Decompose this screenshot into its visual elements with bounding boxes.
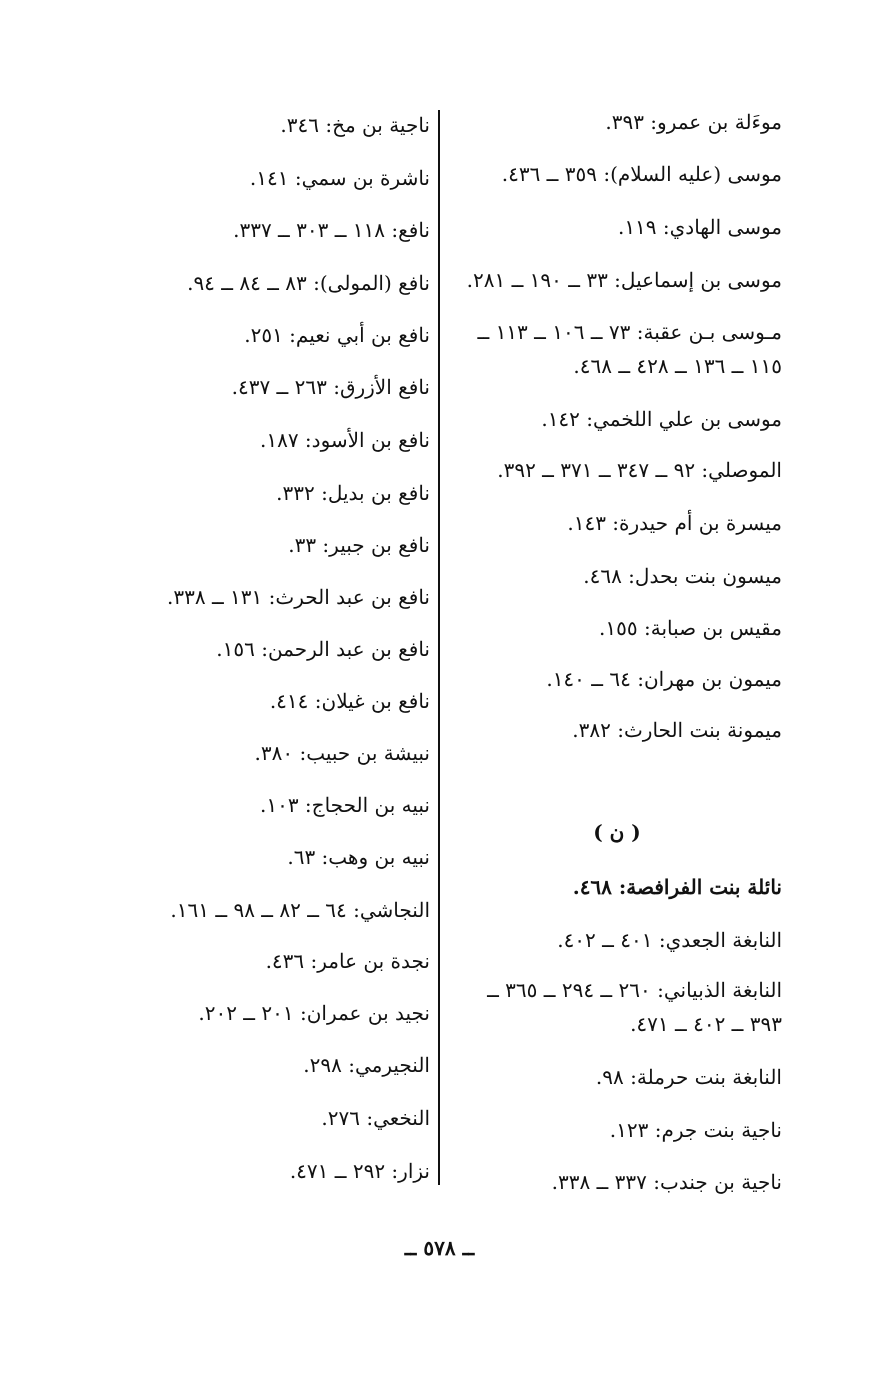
column-divider	[438, 110, 440, 1185]
index-entry: النجيرمي: ٢٩٨.	[303, 1053, 430, 1077]
index-entry: موسى بن إسماعيل: ٣٣ ــ ١٩٠ ــ ٢٨١.	[466, 268, 782, 292]
index-entry: ميمونة بنت الحارث: ٣٨٢.	[572, 718, 782, 742]
index-entry: ناجية بن جندب: ٣٣٧ ــ ٣٣٨.	[551, 1170, 782, 1194]
index-entry: نافع الأزرق: ٢٦٣ ــ ٤٣٧.	[231, 375, 430, 399]
index-entry: نافع بن عبد الرحمن: ١٥٦.	[216, 637, 430, 661]
index-entry: موسى بن علي اللخمي: ١٤٢.	[541, 407, 782, 431]
index-entry: موسى الهادي: ١١٩.	[617, 215, 782, 239]
index-entry: نافع بن عبد الحرث: ١٣١ ــ ٣٣٨.	[167, 585, 430, 609]
index-entry: نافع بن الأسود: ١٨٧.	[259, 428, 430, 452]
index-entry: نائلة بنت الفرافصة: ٤٦٨.	[572, 875, 782, 899]
index-entry: موسى (عليه السلام): ٣٥٩ ــ ٤٣٦.	[501, 162, 782, 186]
index-entry: نافع: ١١٨ ــ ٣٠٣ ــ ٣٣٧.	[233, 218, 430, 242]
index-entry: ناجية بنت جرم: ١٢٣.	[609, 1118, 782, 1142]
page-number: ــ ٥٧٨ ــ	[404, 1236, 475, 1260]
index-entry: ناجية بن مخ: ٣٤٦.	[280, 113, 430, 137]
index-entry: نجيد بن عمران: ٢٠١ ــ ٢٠٢.	[198, 1001, 430, 1025]
index-entry: ميمون بن مهران: ٦٤ ــ ١٤٠.	[546, 667, 782, 691]
index-entry: نبيشة بن حبيب: ٣٨٠.	[254, 741, 430, 765]
index-entry: النابغة الذبياني: ٢٦٠ ــ ٢٩٤ ــ ٣٦٥ ــ ٣٩٣ ــ ٤٠٢ ــ ٤٧١.	[487, 978, 782, 1036]
index-entry: نبيه بن وهب: ٦٣.	[287, 845, 430, 869]
index-entry: النخعي: ٢٧٦.	[321, 1106, 430, 1130]
index-entry: نبيه بن الحجاج: ١٠٣.	[259, 793, 430, 817]
index-entry: نجدة بن عامر: ٤٣٦.	[265, 949, 430, 973]
index-entry: نافع بن جبير: ٣٣.	[288, 533, 430, 557]
index-entry: نافع بن غيلان: ٤١٤.	[269, 689, 430, 713]
index-entry: النابغة الجعدي: ٤٠١ ــ ٤٠٢.	[557, 928, 782, 952]
section-heading: ( ن )	[593, 820, 641, 844]
index-entry: ميسون بنت بحدل: ٤٦٨.	[583, 564, 782, 588]
index-entry: نافع بن أبي نعيم: ٢٥١.	[244, 323, 430, 347]
index-entry: الموصلي: ٩٢ ــ ٣٤٧ ــ ٣٧١ ــ ٣٩٢.	[497, 458, 782, 482]
index-entry: نزار: ٢٩٢ ــ ٤٧١.	[289, 1159, 430, 1183]
index-entry: مـوسى بـن عقبة: ٧٣ ــ ١٠٦ ــ ١١٣ ــ ١١٥ ــ ١٣٦ ــ ٤٢٨ ــ ٤٦٨.	[477, 320, 782, 378]
index-entry: نافع بن بديل: ٣٣٢.	[276, 481, 430, 505]
index-entry: ميسرة بن أم حيدرة: ١٤٣.	[567, 511, 782, 535]
index-entry: النجاشي: ٦٤ ــ ٨٢ ــ ٩٨ ــ ١٦١.	[170, 898, 430, 922]
index-entry: نافع (المولى): ٨٣ ــ ٨٤ ــ ٩٤.	[187, 271, 430, 295]
index-entry: النابغة بنت حرملة: ٩٨.	[595, 1065, 782, 1089]
index-entry: ناشرة بن سمي: ١٤١.	[249, 166, 430, 190]
index-entry: موءَلة بن عمرو: ٣٩٣.	[605, 110, 782, 134]
index-entry: مقيس بن صبابة: ١٥٥.	[599, 616, 782, 640]
